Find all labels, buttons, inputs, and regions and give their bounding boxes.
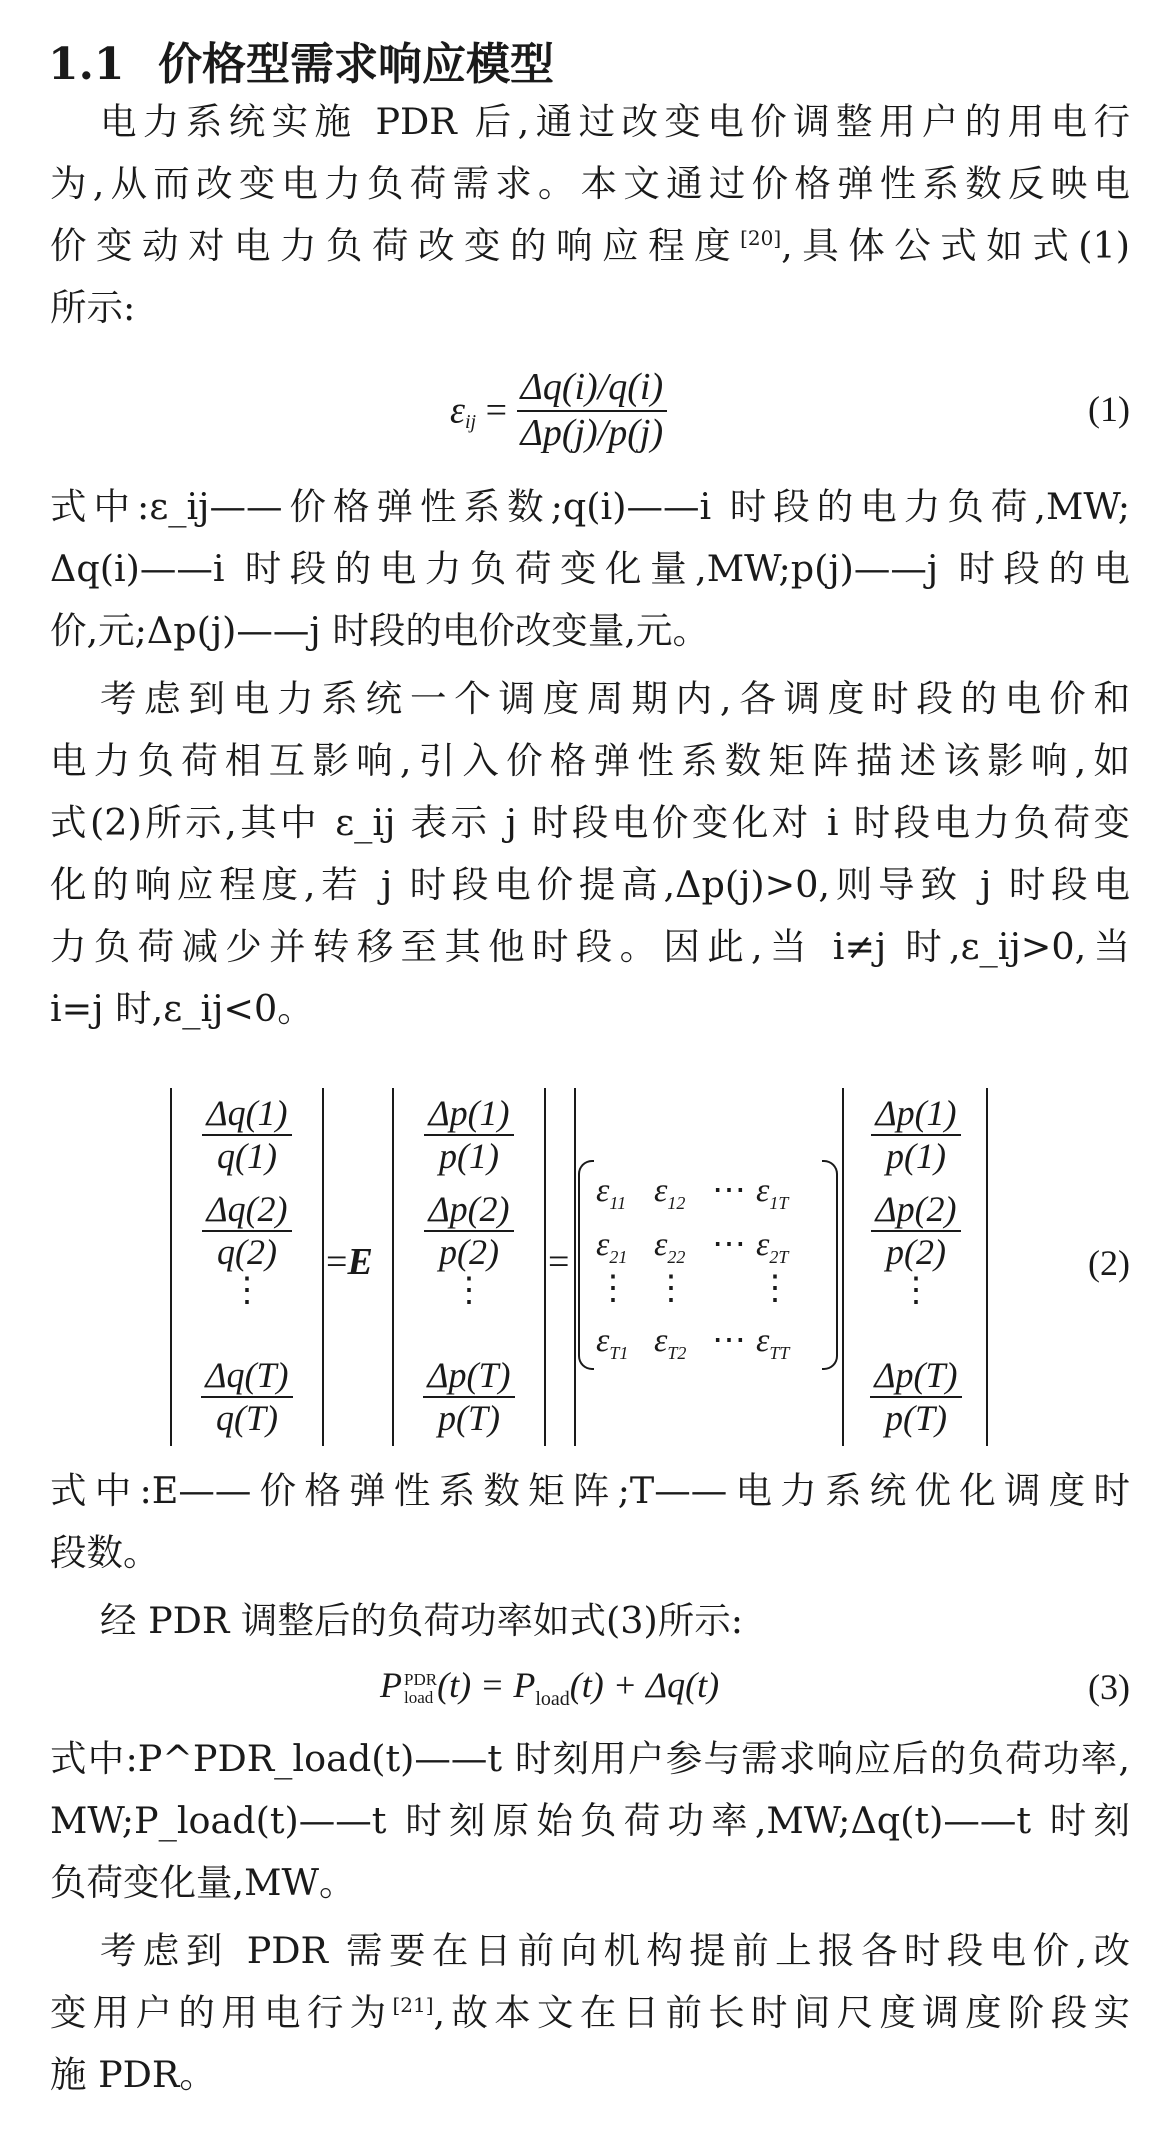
eq2-equals-2: =	[548, 1241, 570, 1283]
eq2-row1-cdots: ⋯	[712, 1172, 746, 1209]
eq2-mat-vdots-1: ⋮	[596, 1270, 630, 1307]
eq2-lhs-2-num: Δq(2)	[202, 1188, 291, 1232]
eq2-rhs-vdots: ⋮	[899, 1270, 933, 1310]
p1-line-3-b: ,具体公式如式(1)	[781, 224, 1131, 267]
eq2-lhs-vdots: ⋮	[230, 1270, 264, 1310]
eq1-number: (1)	[1088, 389, 1130, 429]
eps-21-sub: 21	[609, 1246, 628, 1267]
eq2-lhs-vector	[170, 1088, 324, 1446]
eps-22-sub: 22	[667, 1246, 686, 1267]
eq1-lhs-sub: ij	[464, 411, 477, 433]
eq2-mid-2-num: Δp(2)	[424, 1188, 513, 1232]
p4-line-2-b: ,故本文在日前长时间尺度调度阶段实	[433, 1991, 1131, 2034]
eps-T1-sub: T1	[609, 1342, 629, 1363]
eq2-lhs-3-num: Δq(T)	[201, 1354, 292, 1398]
eq1-fraction	[517, 366, 668, 455]
p1-line-4: 所示:	[50, 286, 136, 329]
eq2-E: E	[347, 1241, 373, 1283]
eq2-mid-1-num: Δp(1)	[424, 1092, 513, 1136]
eq1-denominator: Δp(j)/p(j)	[520, 411, 664, 454]
eq2-rhs-2-den: p(2)	[886, 1232, 946, 1272]
citation-21: [21]	[392, 1992, 434, 2017]
eps-TT-sub: TT	[769, 1342, 790, 1363]
eq2-equals-1	[326, 1240, 373, 1284]
w1-line-1: 式中:ε_ij——价格弹性系数;q(i)——i 时段的电力负荷,MW;	[50, 485, 1130, 528]
eps-T2-sub: T2	[667, 1342, 687, 1363]
eq2-mid-2-den: p(2)	[439, 1232, 499, 1272]
eq2-rhs-vector	[846, 1088, 988, 1446]
eq1-numerator: Δq(i)/q(i)	[517, 366, 668, 412]
eq2-rhs-1-den: p(1)	[886, 1136, 946, 1176]
eq1-lhs: ε	[450, 389, 465, 432]
eq2-rhs-3-num: Δp(T)	[870, 1354, 961, 1398]
w1-line-3: 价,元;Δp(j)——j 时段的电价改变量,元。	[50, 609, 709, 652]
w3-line-2: MW;P_load(t)——t 时刻原始负荷功率,MW;Δq(t)——t 时刻	[50, 1799, 1130, 1842]
citation-20: [20]	[740, 225, 782, 250]
w3-line-3: 负荷变化量,MW。	[50, 1861, 356, 1904]
equation-2	[170, 1088, 990, 1448]
p2-line-6: i=j 时,ε_ij<0。	[50, 987, 314, 1030]
eq2-mat-vdots-3: ⋮	[758, 1270, 792, 1307]
section-heading	[48, 28, 554, 92]
eq2-mid-1-den: p(1)	[439, 1136, 499, 1176]
p4-line-1: 考虑到 PDR 需要在日前向机构提前上报各时段电价,改	[100, 1929, 1130, 1972]
eq2-lhs-2-den: q(2)	[217, 1232, 277, 1272]
p2-line-2: 电力负荷相互影响,引入价格弹性系数矩阵描述该影响,如	[50, 739, 1130, 782]
w2-line-2: 段数。	[50, 1531, 160, 1574]
p4-line-2	[50, 1984, 1130, 2042]
p1-line-3-a: 价变动对电力负荷改变的响应程度	[50, 224, 741, 267]
w2-line-1: 式中:E——价格弹性系数矩阵;T——电力系统优化调度时	[50, 1469, 1130, 1512]
p4-line-2-a: 变用户的用电行为	[50, 1991, 393, 2034]
section-number: 1.1	[48, 39, 125, 90]
eq2-lhs-1-den: q(1)	[217, 1136, 277, 1176]
eps-1T-sub: 1T	[769, 1192, 789, 1213]
section-title: 价格型需求响应模型	[158, 39, 554, 90]
eq2-row3-cdots: ⋯	[712, 1322, 746, 1359]
equation-3: P PDR load $(t) = P_{load}(t) + \Delta q(t)$ (3)	[380, 1665, 1130, 1711]
eq2-eq1-sign: =	[326, 1241, 348, 1283]
p4-line-3: 施 PDR。	[50, 2053, 216, 2096]
p2-line-1: 考虑到电力系统一个调度周期内,各调度时段的电价和	[100, 677, 1130, 720]
eq2-rhs-2-num: Δp(2)	[871, 1188, 960, 1232]
eps-2T-sub: 2T	[769, 1246, 789, 1267]
eq2-mid-3-den: p(T)	[438, 1398, 500, 1438]
eq2-mid-vdots: ⋮	[452, 1270, 486, 1310]
p2-line-3: 式(2)所示,其中 ε_ij 表示 j 时段电价变化对 i 时段电力负荷变	[50, 801, 1130, 844]
eq2-matrix: $\varepsilon_{11}$ $\varepsilon_{12}$ ⋯ $\varepsilon_{1T}$ $\varepsilon_{21}$ $\varepsilon_{22}$ ⋯ $\varepsilon_{2T}$ ⋮ ⋮ ⋮ $\varepsilon_{T1}$ $\varepsilon_{T2}$ ⋯ $\varepsilon_{TT}$	[578, 1160, 838, 1370]
p2-line-4: 化的响应程度,若 j 时段电价提高,Δp(j)>0,则导致 j 时段电	[50, 863, 1130, 906]
eps-12-sub: 12	[667, 1192, 686, 1213]
eq2-row2-cdots: ⋯	[712, 1226, 746, 1263]
p3-line-1: 经 PDR 调整后的负荷功率如式(3)所示:	[100, 1599, 744, 1642]
eq2-mid-vector	[392, 1088, 546, 1446]
eq2-lhs-1-num: Δq(1)	[202, 1092, 291, 1136]
p2-line-5: 力负荷减少并转移至其他时段。因此,当 i≠j 时,ε_ij>0,当	[50, 925, 1130, 968]
p1-line-3	[50, 217, 1130, 275]
w1-line-2: Δq(i)——i 时段的电力负荷变化量,MW;p(j)——j 时段的电	[50, 547, 1130, 590]
eq2-rhs-1-num: Δp(1)	[871, 1092, 960, 1136]
eq2-matrix-bracket	[574, 1088, 844, 1446]
eq3-number: (3)	[1088, 1667, 1130, 1707]
p1-line-1: 电力系统实施 PDR 后,通过改变电价调整用户的用电行	[100, 100, 1130, 143]
w3-line-1: 式中:P^PDR_load(t)——t 时刻用户参与需求响应后的负荷功率,	[50, 1737, 1130, 1780]
eq2-mat-vdots-2: ⋮	[654, 1270, 688, 1307]
eq2-lhs-3-den: q(T)	[216, 1398, 278, 1438]
eps-11-sub: 11	[609, 1192, 627, 1213]
equation-1: $\varepsilon_{ij}$ = $\frac{\Delta q(i)/q(i)}{\Delta p(j)/p(j)}$ (1)	[450, 366, 1130, 454]
eq2-rhs-3-den: p(T)	[885, 1398, 947, 1438]
p1-line-2: 为,从而改变电力负荷需求。本文通过价格弹性系数反映电	[50, 162, 1130, 205]
eq2-mid-3-num: Δp(T)	[423, 1354, 514, 1398]
eq2-number: (2)	[1088, 1243, 1130, 1283]
